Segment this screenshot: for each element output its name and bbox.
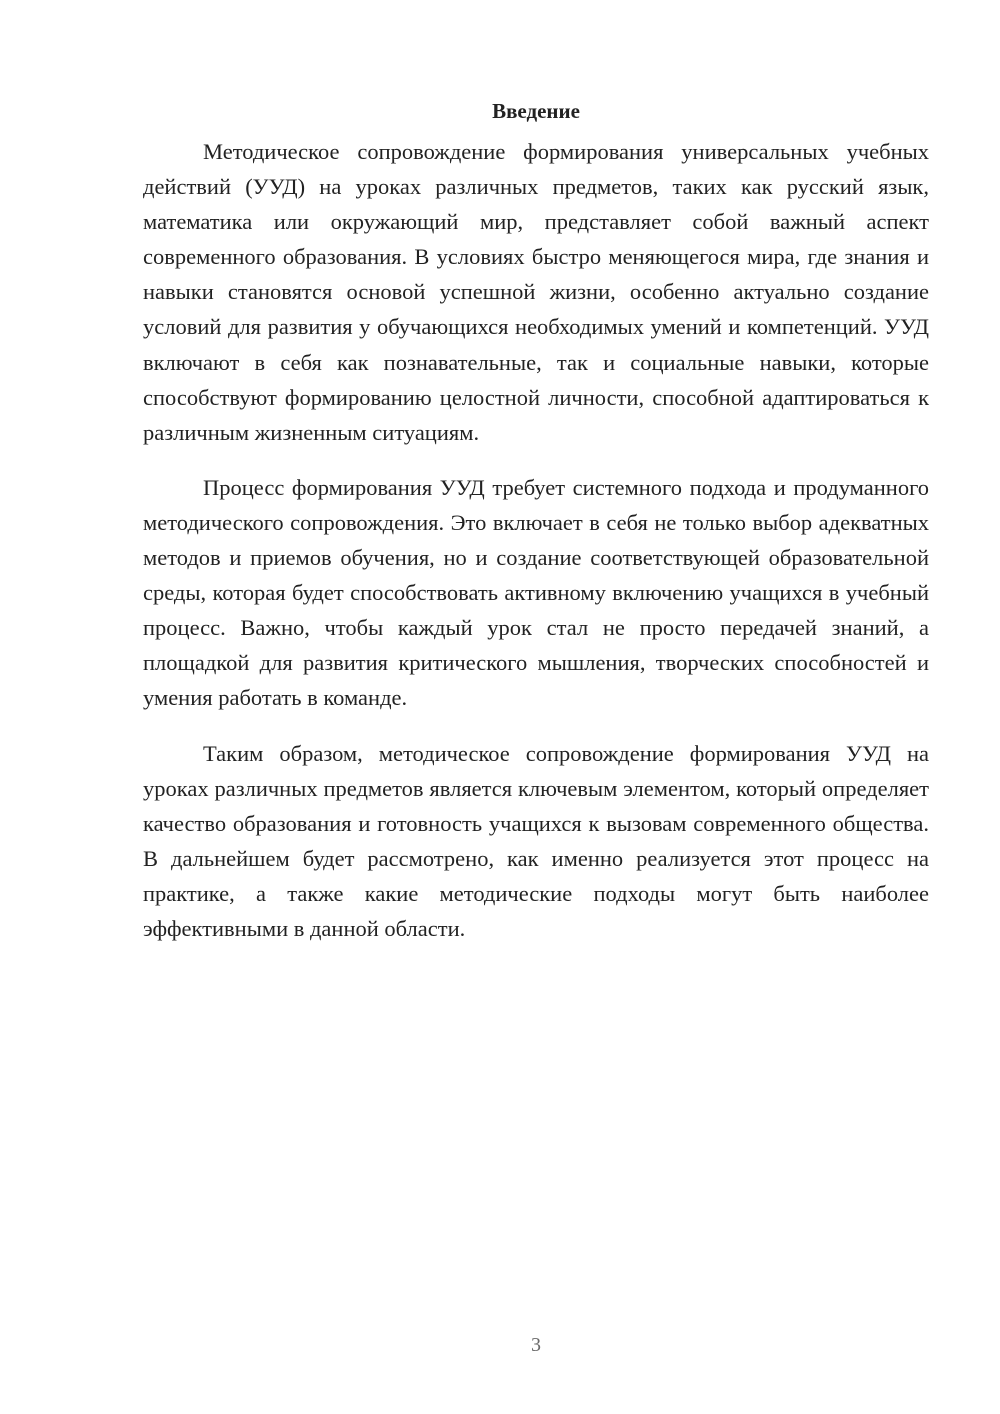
paragraph-3: Таким образом, методическое сопровождение формирования УУД на уроках различных предметов является ключевым элементом, который определяет качество образования и готовность учащихся к вызовам современного общества. В дальнейшем будет рассмотрено, как именно реализуется этот процесс на практике, а также какие методические подходы могут быть наиболее эффективными в данной области. bbox=[143, 740, 929, 941]
paragraph-1: Методическое сопровождение формирования универсальных учебных действий (УУД) на уроках различных предметов, таких как русский язык, математика или окружающий мир, представляет собой важный аспект современного образования. В условиях быстро меняющегося мира, где знания и навыки становятся основой успешной жизни, особенно актуально создание условий для развития у обучающихся необходимых умений и компетенций. УУД включают в себя как познавательные, так и социальные навыки, которые способствуют формированию целостной личности, способной адаптироваться к различным жизненным ситуациям. bbox=[143, 139, 929, 445]
paragraph-2: Процесс формирования УУД требует системного подхода и продуманного методического сопровождения. Это включает в себя не только выбор адекватных методов и приемов обучения, но и создание соответствующей образовательной среды, которая будет способствовать активному включению учащихся в учебный процесс. Важно, чтобы каждый урок стал не просто передачей знаний, а площадкой для развития критического мышления, творческих способностей и умения работать в команде. bbox=[143, 474, 929, 711]
page-content bbox=[143, 94, 929, 966]
section-title: Введение bbox=[492, 99, 580, 123]
page-number: 3 bbox=[531, 1334, 541, 1356]
